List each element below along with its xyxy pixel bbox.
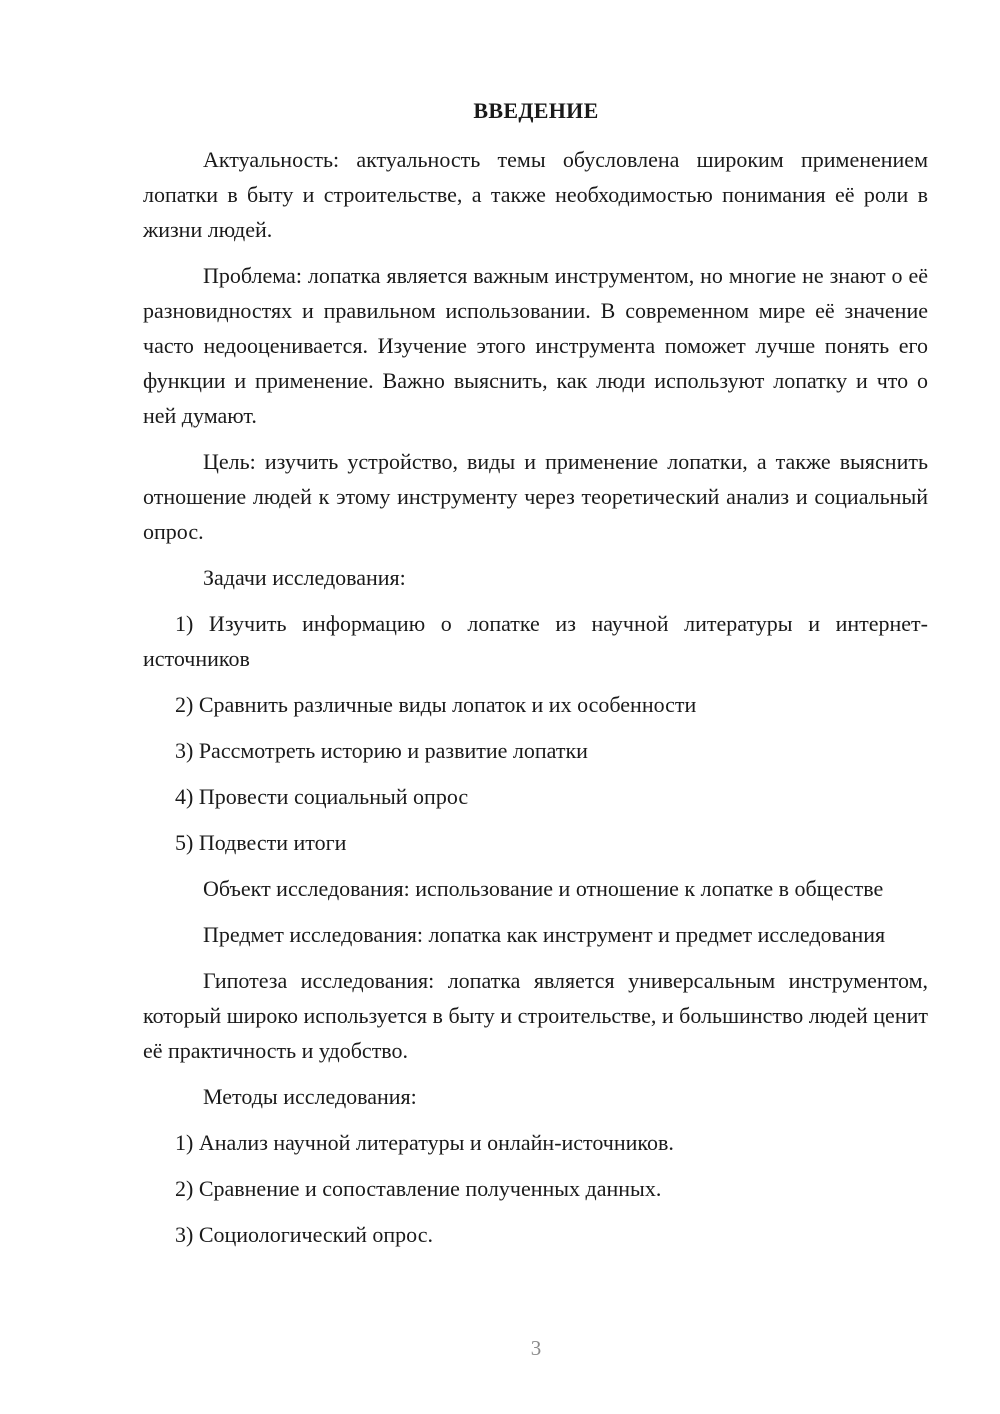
paragraph-subject: Предмет исследования: лопатка как инструмент и предмет исследования bbox=[203, 922, 886, 947]
document-body bbox=[143, 142, 928, 1263]
paragraph-object: Объект исследования: использование и отношение к лопатке в обществе bbox=[203, 876, 884, 901]
task-item-3: 3) Рассмотреть историю и развитие лопатки bbox=[175, 738, 588, 763]
task-item-2: 2) Сравнить различные виды лопаток и их особенности bbox=[175, 692, 697, 717]
tasks-heading: Задачи исследования: bbox=[203, 565, 406, 590]
paragraph-goal: Цель: изучить устройство, виды и применение лопатки, а также выяснить отношение людей к этому инструменту через теоретический анализ и социальный опрос. bbox=[143, 449, 928, 544]
task-item-4: 4) Провести социальный опрос bbox=[175, 784, 469, 809]
task-item-5: 5) Подвести итоги bbox=[175, 830, 347, 855]
task-item-1: 1) Изучить информацию о лопатке из научной литературы и интернет-источников bbox=[143, 611, 928, 671]
paragraph-problem: Проблема: лопатка является важным инструментом, но многие не знают о её разновидностях и правильном использовании. В современном мире её значение часто недооценивается. Изучение этого инструмента поможет лучше понять его функции и применение. Важно выяснить, как люди используют лопатку и что о ней думают. bbox=[143, 263, 928, 428]
paragraph-actuality: Актуальность: актуальность темы обусловлена широким применением лопатки в быту и строительстве, а также необходимостью понимания её роли в жизни людей. bbox=[143, 147, 928, 242]
methods-heading: Методы исследования: bbox=[203, 1084, 417, 1109]
page-number: 3 bbox=[530, 1336, 542, 1360]
method-item-1: 1) Анализ научной литературы и онлайн-источников. bbox=[175, 1130, 674, 1155]
page-title: ВВЕДЕНИЕ bbox=[473, 98, 599, 123]
method-item-3: 3) Социологический опрос. bbox=[175, 1222, 433, 1247]
paragraph-hypothesis: Гипотеза исследования: лопатка является универсальным инструментом, который широко используется в быту и строительстве, и большинство людей ценит её практичность и удобство. bbox=[143, 968, 928, 1063]
method-item-2: 2) Сравнение и сопоставление полученных данных. bbox=[175, 1176, 662, 1201]
